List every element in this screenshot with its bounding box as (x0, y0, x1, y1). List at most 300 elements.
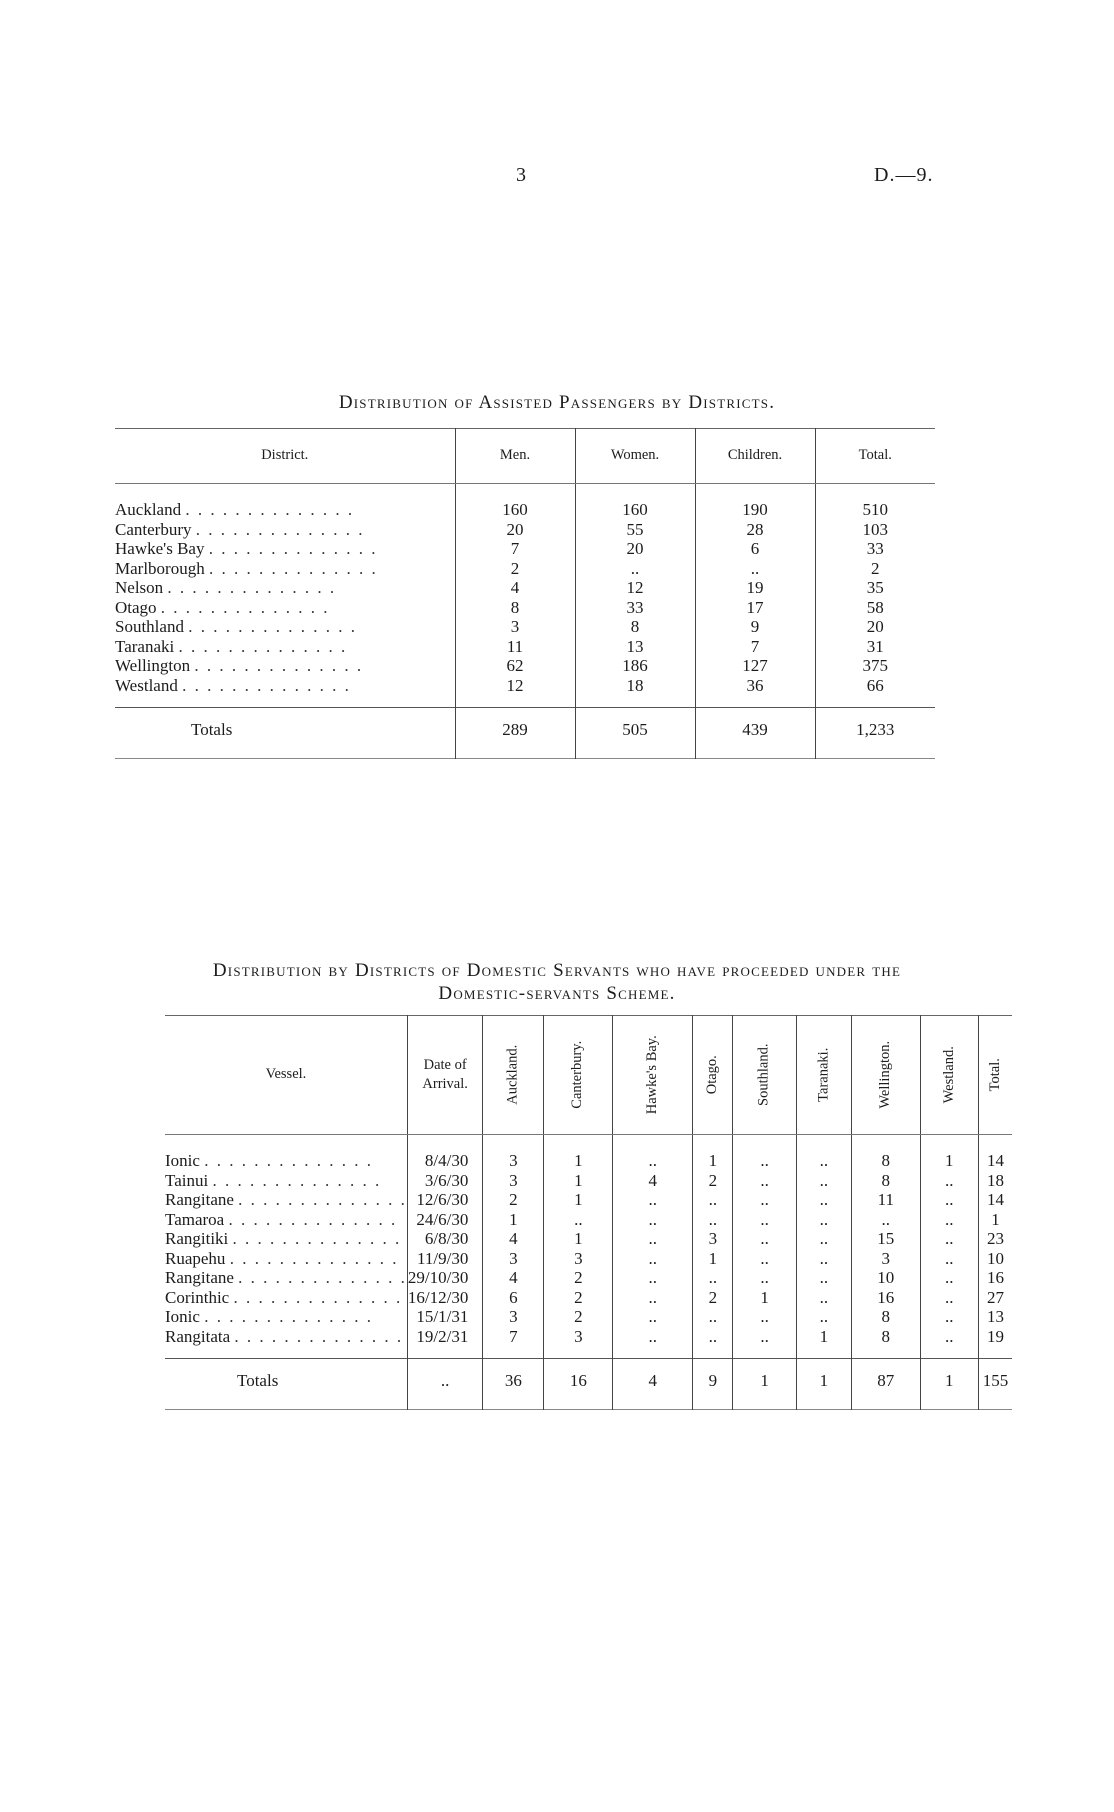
value-cell: 8 (851, 1171, 920, 1191)
vessel-label: Ionic (165, 1307, 200, 1326)
vertical-label: Auckland. (504, 1045, 521, 1105)
value-cell: 58 (815, 598, 935, 618)
district-name (115, 598, 455, 618)
col-header-hawke-s-bay (613, 1016, 693, 1135)
table-row (115, 637, 935, 657)
value-cell: 33 (575, 598, 695, 618)
value-cell: .. (613, 1249, 693, 1269)
row-label (115, 539, 377, 558)
value-cell: 1 (483, 1210, 544, 1230)
leader-dots: . . . . . . . . . . . . . . (185, 500, 355, 519)
value-cell: 4 (613, 1171, 693, 1191)
value-cell: .. (920, 1229, 978, 1249)
value-cell: .. (693, 1210, 733, 1230)
value-cell: .. (920, 1327, 978, 1359)
district-label: Auckland (115, 500, 182, 519)
value-cell: 4 (483, 1229, 544, 1249)
table1-title: Distribution of Assisted Passengers by Districts. (338, 392, 776, 413)
table-row (165, 1307, 1012, 1327)
total-value: 1 (796, 1359, 851, 1410)
value-cell: 14 (978, 1190, 1012, 1210)
spacer-cell (544, 1135, 613, 1152)
district-label: Canterbury (115, 519, 192, 539)
vertical-label-box (613, 1016, 692, 1134)
value-cell: 11 (455, 637, 575, 657)
spacer-cell (733, 1135, 796, 1152)
arrival-date: 11/9/30 (407, 1249, 482, 1269)
value-cell: 62 (455, 656, 575, 676)
leader-dots: . . . . . . . . . . . . . . (178, 636, 348, 656)
vertical-label: Southland. (755, 1043, 772, 1107)
table-row (165, 1229, 1012, 1249)
value-cell: 10 (851, 1268, 920, 1288)
value-cell: 17 (695, 598, 815, 618)
value-cell: 3 (483, 1249, 544, 1269)
value-cell: .. (733, 1171, 796, 1191)
value-cell: 36 (695, 676, 815, 708)
value-cell: .. (733, 1190, 796, 1210)
value-cell: 190 (695, 500, 815, 520)
vertical-label: Hawke's Bay. (644, 1035, 661, 1115)
spacer-cell (613, 1135, 693, 1152)
value-cell: 16 (851, 1288, 920, 1308)
row-label (115, 598, 330, 617)
value-cell: 1 (544, 1171, 613, 1191)
value-cell: 10 (978, 1249, 1012, 1269)
value-cell: 8 (455, 598, 575, 618)
value-cell: 16 (978, 1268, 1012, 1288)
value-cell: 3 (544, 1249, 613, 1269)
spacer-cell (693, 1135, 733, 1152)
district-label: Westland (115, 675, 178, 695)
value-cell: 66 (815, 676, 935, 708)
value-cell: 2 (544, 1268, 613, 1288)
value-cell: 12 (455, 676, 575, 708)
value-cell: 27 (978, 1288, 1012, 1308)
district-label: Hawke's Bay (115, 539, 205, 558)
value-cell: .. (693, 1190, 733, 1210)
value-cell: 8 (851, 1307, 920, 1327)
value-cell: 8 (851, 1151, 920, 1171)
arrival-date: 29/10/30 (407, 1268, 482, 1288)
value-cell: 8 (575, 617, 695, 637)
value-cell: .. (796, 1249, 851, 1269)
value-cell: 28 (695, 520, 815, 540)
leader-dots: . . . . . . . . . . . . . . (167, 578, 337, 597)
domestic-servants-table (165, 1015, 1012, 1410)
value-cell: 3 (483, 1151, 544, 1171)
value-cell: 33 (815, 539, 935, 559)
total-value: 155 (978, 1359, 1012, 1410)
value-cell: .. (733, 1210, 796, 1230)
value-cell: .. (613, 1190, 693, 1210)
value-cell: .. (920, 1268, 978, 1288)
row-label (115, 676, 351, 695)
value-cell: .. (920, 1307, 978, 1327)
spacer-cell (455, 484, 575, 501)
value-cell: .. (851, 1210, 920, 1230)
table-row (165, 1210, 1012, 1230)
table-row (165, 1327, 1012, 1359)
row-label (115, 520, 364, 539)
vertical-label-box (693, 1016, 732, 1134)
vessel-label: Corinthic (165, 1287, 230, 1307)
value-cell: .. (613, 1268, 693, 1288)
vessel-name (165, 1210, 407, 1230)
value-cell: 23 (978, 1229, 1012, 1249)
value-cell: 3 (483, 1171, 544, 1191)
vertical-label: Westland. (940, 1046, 957, 1104)
vessel-label: Tamaroa (165, 1209, 225, 1229)
value-cell: 15 (851, 1229, 920, 1249)
value-cell: .. (796, 1307, 851, 1327)
district-name (115, 676, 455, 708)
leader-dots: . . . . . . . . . . . . . . (233, 1287, 403, 1307)
value-cell: 1 (920, 1151, 978, 1171)
value-cell: 186 (575, 656, 695, 676)
table-row (115, 539, 935, 559)
vessel-name (165, 1171, 407, 1191)
table-row (115, 676, 935, 708)
value-cell: 18 (978, 1171, 1012, 1191)
total-value: 439 (695, 708, 815, 759)
value-cell: 18 (575, 676, 695, 708)
value-cell: 3 (693, 1229, 733, 1249)
vessel-label: Rangitiki (165, 1229, 229, 1248)
vertical-label: Total. (986, 1058, 1003, 1092)
total-value: 87 (851, 1359, 920, 1410)
vertical-label-box (979, 1016, 1012, 1134)
leader-dots: . . . . . . . . . . . . . . (228, 1209, 398, 1229)
value-cell: 1 (978, 1210, 1012, 1230)
value-cell: 19 (978, 1327, 1012, 1359)
vessel-name (165, 1151, 407, 1171)
value-cell: 1 (796, 1327, 851, 1359)
document-reference: D.—9. (874, 164, 934, 186)
district-name (115, 520, 455, 540)
value-cell: .. (544, 1210, 613, 1230)
vessel-label: Ionic (165, 1151, 200, 1170)
arrival-date: 6/8/30 (407, 1229, 482, 1249)
value-cell: 11 (851, 1190, 920, 1210)
value-cell: 1 (544, 1229, 613, 1249)
value-cell: 6 (483, 1288, 544, 1308)
value-cell: .. (693, 1327, 733, 1359)
vessel-label: Rangitane (165, 1268, 234, 1287)
arrival-date: 8/4/30 (407, 1151, 482, 1171)
col-header-men: Men. (455, 429, 575, 484)
spacer-cell (695, 484, 815, 501)
spacer-cell (796, 1135, 851, 1152)
value-cell: 1 (544, 1151, 613, 1171)
vertical-label-box (797, 1016, 851, 1134)
total-value: 4 (613, 1359, 693, 1410)
vessel-label: Rangitane (165, 1190, 234, 1209)
total-value: .. (407, 1359, 482, 1410)
district-name (115, 617, 455, 637)
table-row (165, 1171, 1012, 1191)
spacer-cell (165, 1135, 407, 1152)
leader-dots: . . . . . . . . . . . . . . (212, 1170, 382, 1190)
table-row (165, 1288, 1012, 1308)
arrival-date: 15/1/31 (407, 1307, 482, 1327)
table-row (165, 1249, 1012, 1269)
col-header-auckland (483, 1016, 544, 1135)
spacer-cell (920, 1135, 978, 1152)
spacer-row (115, 484, 935, 501)
district-name (115, 637, 455, 657)
leader-dots: . . . . . . . . . . . . . . (160, 597, 330, 617)
vertical-label-box (733, 1016, 795, 1134)
table1-header-row (115, 429, 935, 484)
spacer-cell (815, 484, 935, 501)
row-label (115, 617, 357, 636)
value-cell: 20 (455, 520, 575, 540)
table-row (115, 500, 935, 520)
value-cell: 2 (693, 1171, 733, 1191)
arrival-date: 3/6/30 (407, 1171, 482, 1191)
district-name (115, 559, 455, 579)
col-header-total: Total. (815, 429, 935, 484)
value-cell: 2 (693, 1288, 733, 1308)
value-cell: 7 (483, 1327, 544, 1359)
row-label (115, 656, 363, 675)
value-cell: 12 (575, 578, 695, 598)
value-cell: .. (693, 1268, 733, 1288)
col-header-children: Children. (695, 429, 815, 484)
value-cell: 375 (815, 656, 935, 676)
value-cell: 4 (483, 1268, 544, 1288)
row-label (115, 637, 347, 656)
district-label: Otago (115, 597, 157, 617)
district-label: Nelson (115, 578, 164, 597)
value-cell: .. (733, 1327, 796, 1359)
value-cell: .. (613, 1307, 693, 1327)
value-cell: 13 (978, 1307, 1012, 1327)
value-cell: 1 (733, 1288, 796, 1308)
value-cell: 2 (483, 1190, 544, 1210)
spacer-cell (115, 484, 455, 501)
value-cell: 2 (455, 559, 575, 579)
value-cell: .. (733, 1268, 796, 1288)
leader-dots: . . . . . . . . . . . . . . (195, 519, 365, 539)
page-number: 3 (516, 164, 526, 186)
district-label: Wellington (115, 656, 191, 675)
value-cell: .. (796, 1151, 851, 1171)
total-value: 289 (455, 708, 575, 759)
value-cell: .. (733, 1151, 796, 1171)
total-value: 16 (544, 1359, 613, 1410)
value-cell: 19 (695, 578, 815, 598)
totals-row (165, 1359, 1012, 1410)
vertical-label-box (921, 1016, 978, 1134)
table-row (115, 578, 935, 598)
value-cell: 35 (815, 578, 935, 598)
leader-dots: . . . . . . . . . . . . . . (232, 1229, 402, 1248)
value-cell: .. (796, 1190, 851, 1210)
table-row (115, 656, 935, 676)
value-cell: 160 (575, 500, 695, 520)
table-row (115, 617, 935, 637)
vessel-name (165, 1327, 407, 1359)
leader-dots: . . . . . . . . . . . . . . (204, 1307, 373, 1326)
district-name (115, 539, 455, 559)
vessel-name (165, 1190, 407, 1210)
leader-dots: . . . . . . . . . . . . . . (238, 1190, 407, 1209)
value-cell: .. (920, 1288, 978, 1308)
vertical-label-box (544, 1016, 612, 1134)
leader-dots: . . . . . . . . . . . . . . (188, 617, 357, 636)
value-cell: .. (693, 1307, 733, 1327)
value-cell: 2 (544, 1288, 613, 1308)
value-cell: 2 (544, 1307, 613, 1327)
vertical-label: Wellington. (877, 1041, 894, 1109)
arrival-date: 19/2/31 (407, 1327, 482, 1359)
totals-label: Totals (115, 708, 455, 759)
value-cell: 7 (695, 637, 815, 657)
vertical-label: Otago. (704, 1055, 721, 1095)
value-cell: .. (920, 1210, 978, 1230)
value-cell: .. (613, 1210, 693, 1230)
leader-dots: . . . . . . . . . . . . . . (238, 1268, 407, 1287)
total-value: 1,233 (815, 708, 935, 759)
vessel-name (165, 1268, 407, 1288)
value-cell: 55 (575, 520, 695, 540)
district-name (115, 500, 455, 520)
value-cell: .. (796, 1229, 851, 1249)
col-header-district: District. (115, 429, 455, 484)
spacer-cell (851, 1135, 920, 1152)
vessel-name (165, 1288, 407, 1308)
value-cell: 7 (455, 539, 575, 559)
value-cell: .. (920, 1190, 978, 1210)
leader-dots: . . . . . . . . . . . . . . (234, 1326, 404, 1346)
value-cell: 4 (455, 578, 575, 598)
table-row (165, 1190, 1012, 1210)
col-header-vessel: Vessel. (165, 1016, 407, 1135)
district-label: Taranaki (115, 636, 175, 656)
col-header-women: Women. (575, 429, 695, 484)
col-header-westland (920, 1016, 978, 1135)
value-cell: .. (796, 1268, 851, 1288)
leader-dots: . . . . . . . . . . . . . . (208, 539, 378, 558)
col-header-total (978, 1016, 1012, 1135)
row-label (115, 500, 354, 519)
table-row (165, 1151, 1012, 1171)
district-name (115, 656, 455, 676)
vessel-name (165, 1307, 407, 1327)
value-cell: 510 (815, 500, 935, 520)
value-cell: 3 (851, 1249, 920, 1269)
vertical-label-box (852, 1016, 920, 1134)
assisted-passengers-table (115, 428, 935, 759)
row-label (115, 578, 336, 597)
value-cell: 14 (978, 1151, 1012, 1171)
total-value: 36 (483, 1359, 544, 1410)
leader-dots: . . . . . . . . . . . . . . (194, 656, 364, 675)
value-cell: 6 (695, 539, 815, 559)
spacer-cell (575, 484, 695, 501)
value-cell: 160 (455, 500, 575, 520)
value-cell: 3 (544, 1327, 613, 1359)
col-header-wellington (851, 1016, 920, 1135)
vertical-label: Taranaki. (815, 1047, 832, 1103)
table2-title-line2: Domestic-servants Scheme. (438, 983, 676, 1004)
totals-label: Totals (165, 1359, 407, 1410)
row-label (115, 559, 378, 578)
value-cell: .. (613, 1288, 693, 1308)
col-header-southland (733, 1016, 796, 1135)
value-cell: .. (733, 1229, 796, 1249)
value-cell: 127 (695, 656, 815, 676)
arrival-date: 12/6/30 (407, 1190, 482, 1210)
arrival-date: 16/12/30 (407, 1288, 482, 1308)
value-cell: 3 (483, 1307, 544, 1327)
total-value: 9 (693, 1359, 733, 1410)
col-header-canterbury (544, 1016, 613, 1135)
value-cell: .. (733, 1307, 796, 1327)
vessel-name (165, 1229, 407, 1249)
total-value: 505 (575, 708, 695, 759)
total-value: 1 (733, 1359, 796, 1410)
table-row (115, 520, 935, 540)
value-cell: 31 (815, 637, 935, 657)
col-header-date-of-arrival: Date of Arrival. (407, 1016, 482, 1135)
col-header-taranaki (796, 1016, 851, 1135)
vessel-name (165, 1249, 407, 1269)
value-cell: .. (695, 559, 815, 579)
total-value: 1 (920, 1359, 978, 1410)
totals-row (115, 708, 935, 759)
table-row (115, 598, 935, 618)
col-header-otago (693, 1016, 733, 1135)
vessel-label: Ruapehu (165, 1248, 226, 1268)
value-cell: .. (733, 1249, 796, 1269)
table-row (115, 559, 935, 579)
value-cell: 2 (815, 559, 935, 579)
spacer-cell (407, 1135, 482, 1152)
arrival-date: 24/6/30 (407, 1210, 482, 1230)
value-cell: .. (575, 559, 695, 579)
table2-title-line1: Distribution by Districts of Domestic Servants who have proceeded under the (212, 960, 902, 981)
value-cell: .. (613, 1229, 693, 1249)
leader-dots: . . . . . . . . . . . . . . (229, 1248, 399, 1268)
spacer-cell (978, 1135, 1012, 1152)
value-cell: 8 (851, 1327, 920, 1359)
value-cell: 13 (575, 637, 695, 657)
value-cell: 20 (575, 539, 695, 559)
table2-header-row (165, 1016, 1012, 1135)
vertical-label-box (483, 1016, 543, 1134)
value-cell: .. (613, 1151, 693, 1171)
value-cell: .. (796, 1210, 851, 1230)
vessel-label: Rangitata (165, 1326, 231, 1346)
value-cell: 20 (815, 617, 935, 637)
spacer-cell (483, 1135, 544, 1152)
value-cell: .. (920, 1249, 978, 1269)
leader-dots: . . . . . . . . . . . . . . (208, 558, 378, 578)
value-cell: 1 (693, 1249, 733, 1269)
spacer-row (165, 1135, 1012, 1152)
district-name (115, 578, 455, 598)
value-cell: .. (613, 1327, 693, 1359)
value-cell: 3 (455, 617, 575, 637)
value-cell: .. (920, 1171, 978, 1191)
table-row (165, 1268, 1012, 1288)
district-label: Southland (115, 617, 184, 636)
value-cell: .. (796, 1288, 851, 1308)
vessel-label: Tainui (165, 1170, 209, 1190)
